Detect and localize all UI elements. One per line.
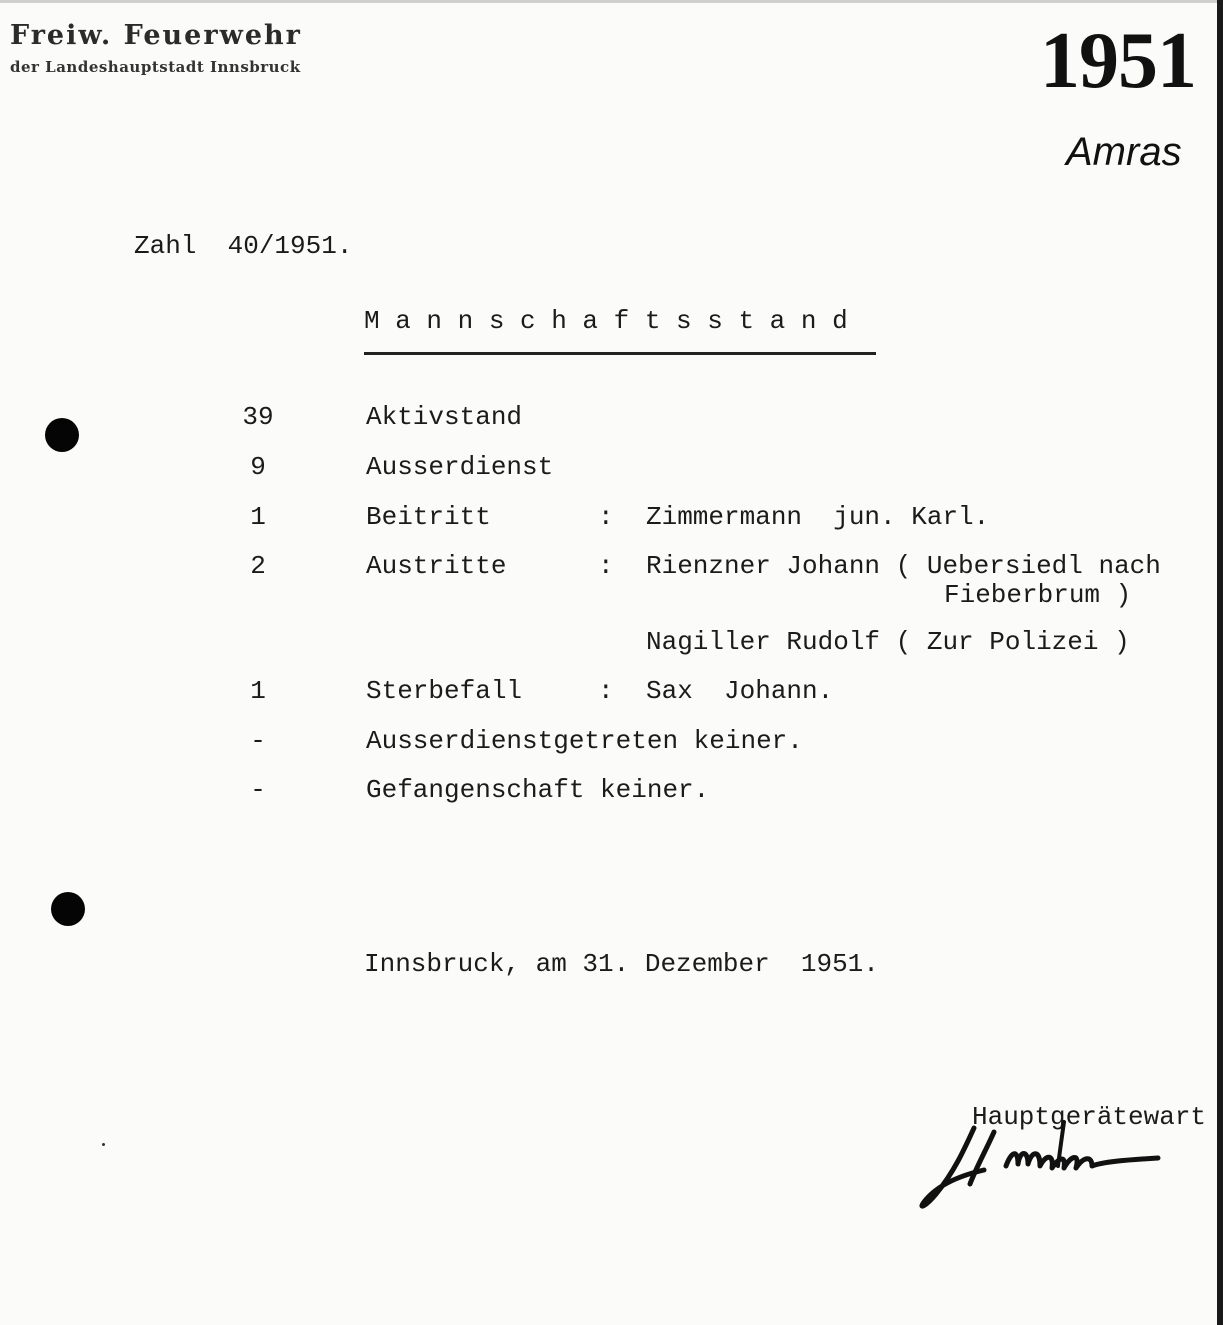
row-label: Ausserdienstgetreten keiner. [366,726,803,756]
document-title: M a n n s c h a f t s s t a n d [364,306,848,336]
page-top-edge [0,0,1223,3]
row-count: 2 [250,551,266,581]
row-count: - [250,775,266,805]
row-detail: Rienzner Johann ( Uebersiedl nach [646,551,1161,581]
row-count: - [250,726,266,756]
row-label: Ausserdienst [366,452,554,482]
date-line: Innsbruck, am 31. Dezember 1951. [364,949,879,979]
handwritten-signature [914,1110,1164,1220]
stamp-organization: Freiw. Feuerwehr [10,20,302,51]
document-year: 1951 [1040,17,1196,105]
row-detail-continuation: Fieberbrum ) [944,580,1132,610]
row-label: Sterbefall [366,676,523,706]
punch-hole-bottom [51,892,85,926]
row-count: 39 [242,402,274,432]
document-place: Amras [1066,130,1182,174]
row-detail: Nagiller Rudolf ( Zur Polizei ) [646,627,1130,657]
row-label: Beitritt [366,502,491,532]
row-label: Gefangenschaft keiner. [366,775,710,805]
title-underline [364,352,876,355]
signature-title: Hauptgerätewart [972,1102,1207,1132]
row-colon: : [598,551,614,581]
page-right-edge [1217,0,1223,1325]
row-label: Aktivstand [366,402,523,432]
row-colon: : [598,676,614,706]
reference-number: Zahl 40/1951. [134,231,353,261]
row-detail: Sax Johann. [646,676,834,706]
punch-hole-top [45,418,79,452]
stray-mark [102,1143,105,1146]
row-label: Austritte [366,551,507,581]
row-colon: : [598,502,614,532]
row-count: 1 [250,676,266,706]
row-detail: Zimmermann jun. Karl. [646,502,990,532]
stamp-city: der Landeshauptstadt Innsbruck [10,58,301,76]
row-count: 1 [250,502,266,532]
row-count: 9 [250,452,266,482]
